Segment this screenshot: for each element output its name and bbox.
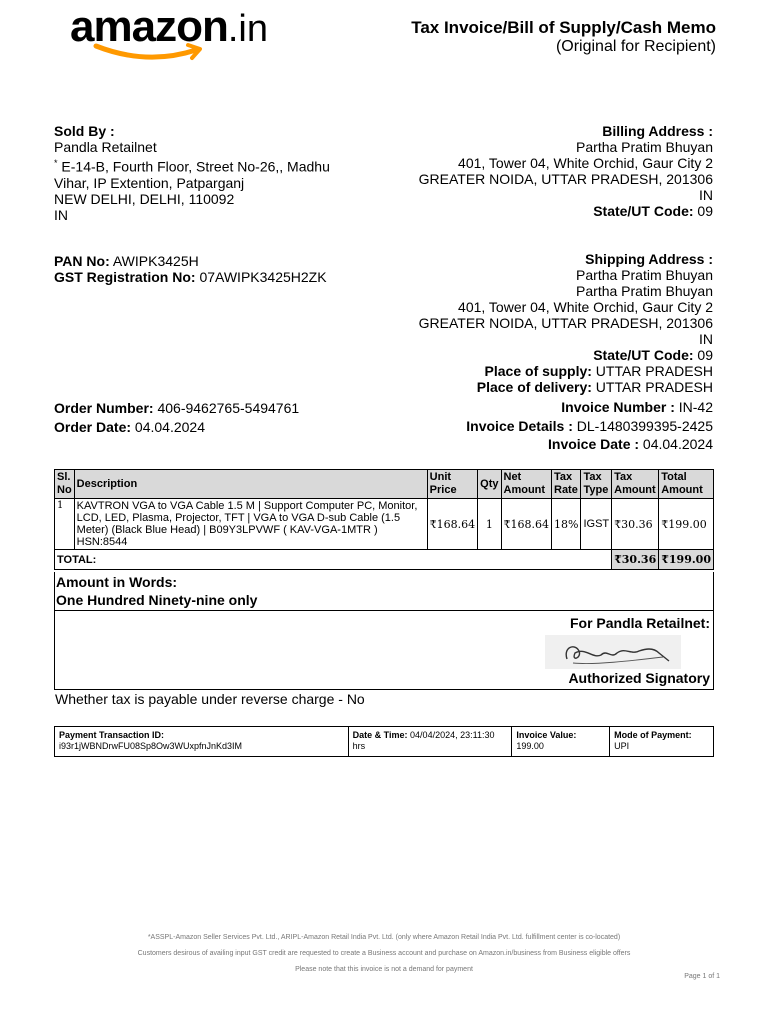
transaction-id-value: i93r1jWBNDrwFU08Sp8Ow3WUxpfnJnKd3IM	[59, 741, 243, 751]
shipping-name-2: Partha Pratim Bhuyan	[576, 283, 713, 299]
logo-suffix: .in	[227, 8, 268, 50]
asterisk: *	[54, 158, 58, 168]
row-tax-amount: ₹30.36	[612, 499, 659, 550]
col-tax-rate: Tax Rate	[552, 470, 581, 499]
pan-line	[54, 253, 327, 269]
footer-line-1: *ASSPL-Amazon Seller Services Pvt. Ltd., ARIPL-Amazon Retail India Pvt. Ltd. (only where Amazon Retail India Pvt. Ltd. fulfillment center is co-located)	[147, 934, 621, 941]
billing-state	[419, 203, 713, 219]
row-description-cell	[74, 499, 427, 550]
table-header-row	[55, 470, 714, 499]
order-block	[54, 399, 299, 437]
col-qty: Qty	[478, 470, 501, 499]
signature-image	[545, 635, 681, 669]
signature-box	[54, 610, 714, 690]
shipping-name-1: Partha Pratim Bhuyan	[576, 267, 713, 283]
invoice-number-label: Invoice Number :	[561, 399, 675, 415]
datetime-value: 04/04/2024, 23:11:30 hrs	[352, 730, 495, 751]
payment-mode-value: UPI	[614, 741, 630, 751]
document-subtitle: (Original for Recipient)	[555, 38, 716, 55]
invoice-number-value: IN-42	[678, 399, 713, 415]
footer-line-3: Please note that this invoice is not a demand for payment	[295, 966, 473, 973]
row-total-amount: ₹199.00	[659, 499, 714, 550]
invoice-value-label: Invoice Value:	[516, 730, 577, 740]
table-row	[55, 499, 714, 550]
col-total-amount: Total Amount	[659, 470, 714, 499]
invoice-date-value: 04.04.2024	[642, 436, 713, 452]
order-number	[54, 399, 299, 418]
amount-in-words-box	[54, 572, 714, 611]
col-tax-amount: Tax Amount	[612, 470, 659, 499]
shipping-block	[419, 251, 713, 395]
shipping-state-value: 09	[697, 347, 713, 363]
document-title: Tax Invoice/Bill of Supply/Cash Memo	[411, 18, 716, 37]
invoice-details-value: DL-1480399395-2425	[576, 417, 713, 434]
amazon-logo	[70, 2, 268, 52]
pan-value: AWIPK3425H	[112, 253, 199, 269]
billing-state-value: 09	[697, 203, 713, 219]
billing-label: Billing Address :	[602, 123, 713, 139]
order-date-value: 04.04.2024	[134, 419, 205, 435]
reverse-charge-note: Whether tax is payable under reverse charge - No	[55, 691, 365, 707]
invoice-number	[466, 398, 713, 417]
seller-name: Pandla Retailnet	[54, 139, 157, 155]
row-net-amount: ₹168.64	[501, 499, 552, 550]
billing-address-3: IN	[699, 187, 713, 203]
amount-in-words-value: One Hundred Ninety-nine only	[56, 592, 258, 608]
row-tax-type: IGST	[581, 499, 612, 550]
col-description: Description	[74, 470, 427, 499]
payment-row	[55, 727, 714, 757]
row-qty: 1	[478, 499, 501, 550]
payment-datetime-cell	[348, 727, 512, 757]
col-net-amount: Net Amount	[501, 470, 552, 499]
place-of-delivery-label: Place of delivery:	[476, 379, 592, 395]
col-tax-type: Tax Type	[581, 470, 612, 499]
total-label: TOTAL:	[55, 550, 612, 570]
place-of-supply-value: UTTAR PRADESH	[595, 363, 713, 379]
row-sl-no: 1	[55, 499, 75, 550]
col-sl-no: Sl. No	[55, 470, 75, 499]
page-number: Page 1 of 1	[684, 973, 720, 980]
col-unit-price: Unit Price	[427, 470, 478, 499]
invoice-date	[466, 435, 713, 454]
order-number-value: 406-9462765-5494761	[157, 400, 300, 416]
place-of-delivery-value: UTTAR PRADESH	[595, 379, 713, 395]
seller-address-1	[54, 155, 330, 175]
order-date	[54, 418, 299, 437]
invoice-block	[466, 398, 713, 454]
billing-address-1: 401, Tower 04, White Orchid, Gaur City 2	[458, 155, 713, 171]
transaction-id-label: Payment Transaction ID:	[59, 730, 165, 740]
items-table	[54, 469, 714, 570]
seller-tax-ids	[54, 253, 327, 285]
shipping-address-2: GREATER NOIDA, UTTAR PRADESH, 201306	[418, 315, 713, 331]
logo-word: amazon	[70, 2, 228, 51]
payment-table	[54, 726, 714, 757]
logo-smile-icon	[92, 42, 212, 64]
order-number-label: Order Number:	[54, 400, 154, 416]
gst-value: 07AWIPK3425H2ZK	[199, 269, 327, 285]
shipping-address-3: IN	[699, 331, 713, 347]
footer-line-2: Customers desirous of availing input GST credit are requested to create a Business account and purchase on Amazon.in/business from Business eligible offers	[137, 950, 631, 957]
amount-in-words-label: Amount in Words:	[56, 574, 178, 590]
row-hsn: HSN:8544	[76, 536, 128, 548]
billing-name: Partha Pratim Bhuyan	[576, 139, 713, 155]
shipping-address-1: 401, Tower 04, White Orchid, Gaur City 2	[458, 299, 713, 315]
table-total-row	[55, 550, 714, 570]
total-amount: ₹199.00	[659, 550, 714, 570]
datetime-label: Date & Time:	[352, 730, 408, 740]
place-of-supply-label: Place of supply:	[484, 363, 592, 379]
gst-line	[54, 269, 327, 285]
pan-label: PAN No:	[54, 253, 110, 269]
seller-address-1-text: E-14-B, Fourth Floor, Street No-26,, Madhu	[61, 158, 330, 175]
invoice-details	[466, 417, 713, 436]
invoice-value-value: 199.00	[516, 741, 544, 751]
seller-address-2: Vihar, IP Extention, Patparganj	[54, 174, 245, 191]
row-description: KAVTRON VGA to VGA Cable 1.5 M | Support Computer PC, Monitor, LCD, LED, Plasma, Projector, TFT | VGA to VGA D-sub Cable (1.5 Meter) (Black Blue Head) | B09Y3LPVWF ( KAV-VGA-1MTR )	[76, 500, 418, 536]
shipping-state	[419, 347, 713, 363]
seller-address-3: NEW DELHI, DELHI, 110092	[54, 190, 235, 207]
for-seller-label: For Pandla Retailnet:	[569, 615, 710, 631]
sold-by-label: Sold By :	[54, 123, 115, 139]
shipping-state-label: State/UT Code:	[593, 347, 694, 363]
seller-address-4: IN	[54, 206, 68, 223]
billing-address-2: GREATER NOIDA, UTTAR PRADESH, 201306	[418, 171, 713, 187]
seller-block	[54, 123, 330, 223]
place-of-delivery	[419, 379, 713, 395]
shipping-label: Shipping Address :	[585, 251, 713, 267]
payment-mode-cell	[610, 727, 714, 757]
gst-label: GST Registration No:	[54, 269, 196, 285]
order-date-label: Order Date:	[54, 419, 132, 435]
invoice-value-cell	[512, 727, 610, 757]
billing-block	[419, 123, 713, 219]
authorized-signatory-label: Authorized Signatory	[568, 670, 710, 686]
place-of-supply	[419, 363, 713, 379]
billing-state-label: State/UT Code:	[593, 203, 694, 219]
payment-mode-label: Mode of Payment:	[614, 730, 692, 740]
row-unit-price: ₹168.64	[427, 499, 478, 550]
invoice-date-label: Invoice Date :	[548, 436, 640, 452]
invoice-details-label: Invoice Details :	[466, 417, 573, 434]
payment-transaction-cell	[55, 727, 349, 757]
total-tax-amount: ₹30.36	[612, 550, 659, 570]
row-tax-rate: 18%	[552, 499, 581, 550]
